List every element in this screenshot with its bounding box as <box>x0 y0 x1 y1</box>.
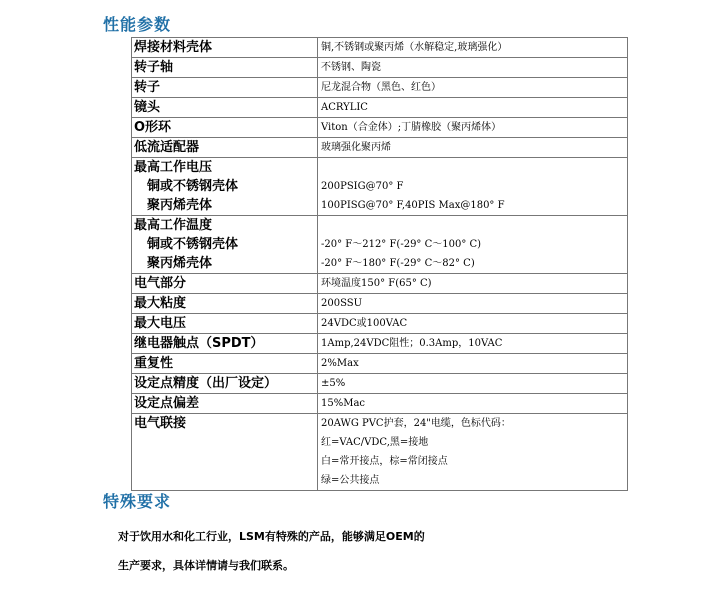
spec-key: 继电器触点（SPDT） <box>132 334 318 354</box>
spec-key: 重复性 <box>132 354 318 374</box>
spec-value: 玻璃强化聚丙烯 <box>318 138 628 158</box>
spec-value-line: 白=常开接点，棕=常闭接点 <box>321 456 448 467</box>
table-row <box>132 254 628 274</box>
table-row <box>132 374 628 394</box>
table-row <box>132 58 628 78</box>
spec-value-line: 20AWG PVC护套，24"电缆，色标代码： <box>321 418 511 429</box>
table-row <box>132 38 628 58</box>
spec-value-line: 红=VAC/VDC,黑=接地 <box>321 437 429 448</box>
spec-key: 最大粘度 <box>132 294 318 314</box>
spec-value: 200SSU <box>318 294 628 314</box>
table-row <box>132 414 628 491</box>
table-row <box>132 118 628 138</box>
spec-key: 聚丙烯壳体 <box>132 196 318 216</box>
spec-value: ACRYLIC <box>318 98 628 118</box>
table-row <box>132 78 628 98</box>
spec-key: 转子 <box>132 78 318 98</box>
spec-key: O形环 <box>132 118 318 138</box>
spec-value: Viton（合金体）;丁腈橡胶（聚丙烯体） <box>318 118 628 138</box>
table-row <box>132 334 628 354</box>
spec-key: 电气联接 <box>132 414 318 491</box>
table-row <box>132 196 628 216</box>
spec-value: 铜,不锈钢或聚丙烯（水解稳定,玻璃强化） <box>318 38 628 58</box>
spec-value: 尼龙混合物（黑色、红色） <box>318 78 628 98</box>
spec-value-line: 绿=公共接点 <box>321 475 380 486</box>
spec-value <box>318 158 628 178</box>
table-row <box>132 138 628 158</box>
table-row <box>132 354 628 374</box>
spec-key: 最大电压 <box>132 314 318 334</box>
spec-key: 焊接材料壳体 <box>132 38 318 58</box>
spec-key: 镜头 <box>132 98 318 118</box>
spec-key: 电气部分 <box>132 274 318 294</box>
spec-table <box>131 37 628 491</box>
section-title-special-requirements: 特殊要求 <box>103 492 172 511</box>
spec-key: 转子轴 <box>132 58 318 78</box>
spec-key: 最高工作温度 <box>132 216 318 236</box>
spec-key: 铜或不锈钢壳体 <box>132 177 318 196</box>
paragraph-line-2: 生产要求，具体详情请与我们联系。 <box>118 559 294 572</box>
spec-key: 设定点精度（出厂设定） <box>132 374 318 394</box>
section-title-performance: 性能参数 <box>103 15 172 34</box>
table-row <box>132 274 628 294</box>
spec-key: 铜或不锈钢壳体 <box>132 235 318 254</box>
spec-key: 聚丙烯壳体 <box>132 254 318 274</box>
spec-key: 设定点偏差 <box>132 394 318 414</box>
spec-value <box>318 216 628 236</box>
table-row <box>132 158 628 178</box>
spec-value: -20° F～180° F(-29° C～82° C) <box>318 254 628 274</box>
table-row <box>132 294 628 314</box>
spec-value: 1Amp,24VDC阻性；0.3Amp，10VAC <box>318 334 628 354</box>
table-row <box>132 216 628 236</box>
table-row <box>132 177 628 196</box>
spec-value-multiline <box>318 414 628 491</box>
spec-key: 最高工作电压 <box>132 158 318 178</box>
table-row <box>132 98 628 118</box>
paragraph-line-1: 对于饮用水和化工行业，LSM有特殊的产品，能够满足OEM的 <box>118 530 425 543</box>
spec-value: 15%Mac <box>318 394 628 414</box>
spec-value: ±5% <box>318 374 628 394</box>
spec-value: 100PISG@70° F,40PIS Max@180° F <box>318 196 628 216</box>
spec-value: 环境温度150° F(65° C) <box>318 274 628 294</box>
table-row <box>132 235 628 254</box>
table-row <box>132 394 628 414</box>
spec-value: 200PSIG@70° F <box>318 177 628 196</box>
table-row <box>132 314 628 334</box>
spec-value: -20° F～212° F(-29° C～100° C) <box>318 235 628 254</box>
spec-key: 低流适配器 <box>132 138 318 158</box>
spec-value: 2%Max <box>318 354 628 374</box>
spec-value: 24VDC或100VAC <box>318 314 628 334</box>
spec-value: 不锈钢、陶瓷 <box>318 58 628 78</box>
